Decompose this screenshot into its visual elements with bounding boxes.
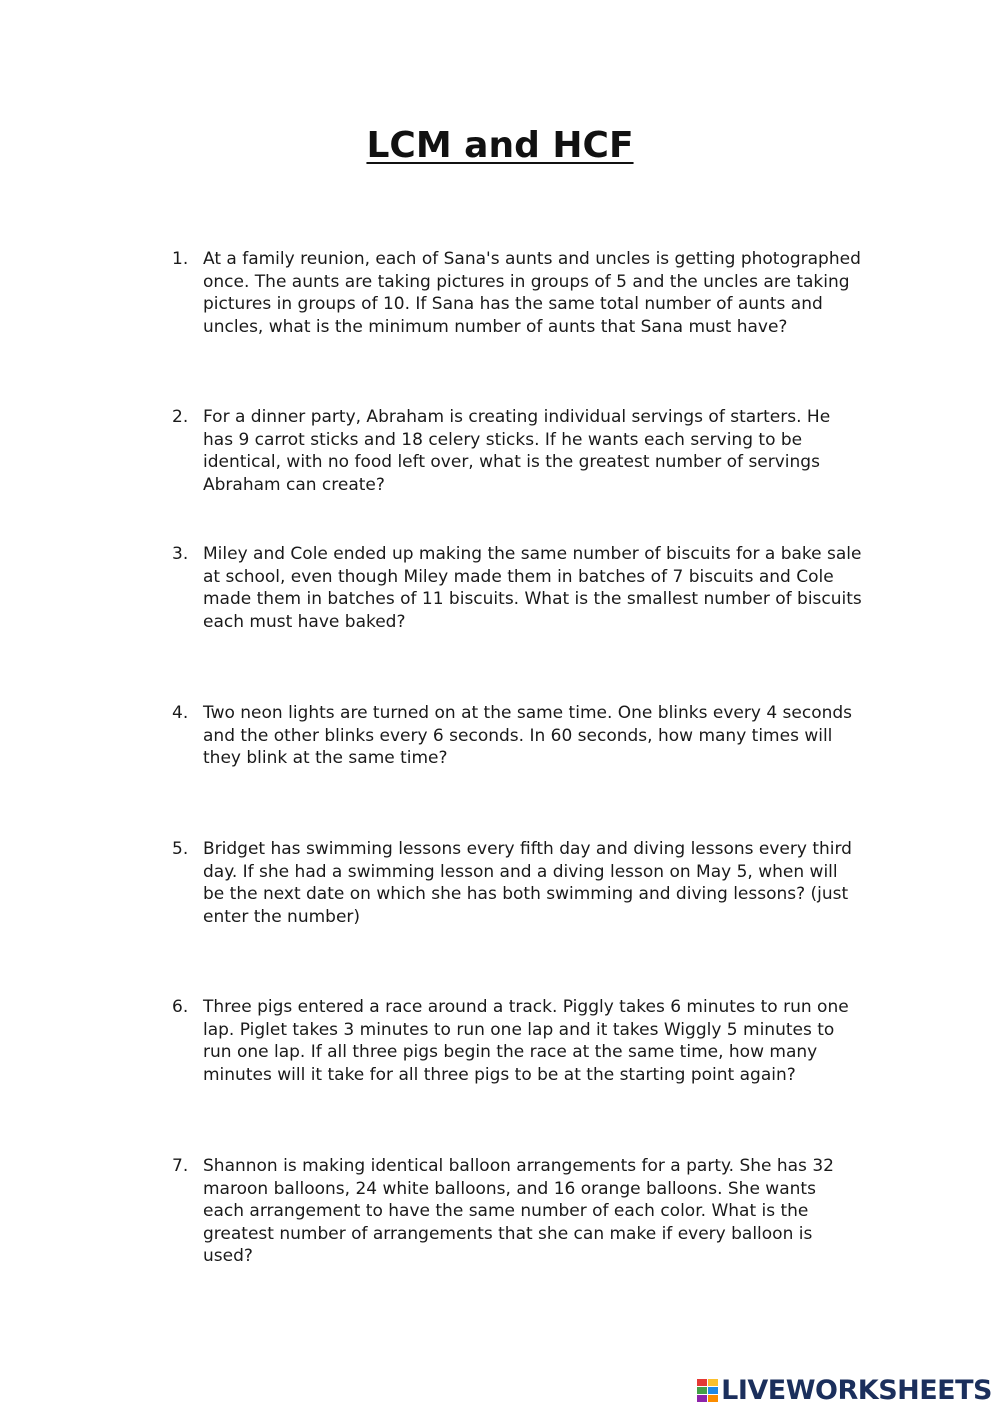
question-text: Bridget has swimming lessons every fifth day and diving lessons every third day. If she had a swimming lesson and a diving lesson on May 5, when will be the next date on which she has both swimming and diving lessons? (just enter the number) xyxy=(203,839,852,927)
logo-block xyxy=(708,1395,718,1402)
question-number: 7. xyxy=(172,1156,189,1176)
logo-block xyxy=(697,1395,707,1402)
liveworksheets-logo xyxy=(697,1375,992,1407)
logo-block xyxy=(697,1387,707,1394)
logo-block xyxy=(708,1387,718,1394)
question-number: 2. xyxy=(172,407,189,427)
question-5 xyxy=(172,838,862,928)
question-text: Three pigs entered a race around a track. Piggly takes 6 minutes to run one lap. Piglet takes 3 minutes to run one lap and it takes Wiggly 5 minutes to run one lap. If all three pigs begin the race at the same time, how many minutes will it take for all three pigs to be at the starting point again? xyxy=(203,997,849,1085)
page-title: LCM and HCF xyxy=(366,125,634,166)
question-text: At a family reunion, each of Sana's aunts and uncles is getting photographed once. The aunts are taking pictures in groups of 5 and the uncles are taking pictures in groups of 10. If Sana has the same total number of aunts and uncles, what is the minimum number of aunts that Sana must have? xyxy=(203,249,861,337)
logo-block xyxy=(697,1379,707,1386)
question-4 xyxy=(172,702,862,770)
question-number: 6. xyxy=(172,997,189,1017)
question-number: 4. xyxy=(172,703,189,723)
question-7 xyxy=(172,1155,862,1268)
question-number: 5. xyxy=(172,839,189,859)
question-text: For a dinner party, Abraham is creating individual servings of starters. He has 9 carrot sticks and 18 celery sticks. If he wants each serving to be identical, with no food left over, what is the greatest number of servings Abraham can create? xyxy=(203,407,831,495)
liveworksheets-logo-icon xyxy=(697,1379,719,1403)
question-text: Miley and Cole ended up making the same number of biscuits for a bake sale at school, even though Miley made them in batches of 7 biscuits and Cole made them in batches of 11 biscuits. What is the smallest number of biscuits each must have baked? xyxy=(203,544,862,632)
question-number: 3. xyxy=(172,544,189,564)
logo-text: LIVEWORKSHEETS xyxy=(721,1375,992,1406)
question-3 xyxy=(172,543,862,633)
question-text: Shannon is making identical balloon arrangements for a party. She has 32 maroon balloons, 24 white balloons, and 16 orange balloons. She wants each arrangement to have the same number of each color. What is the greatest number of arrangements that she can make if every balloon is used? xyxy=(203,1156,834,1266)
question-text: Two neon lights are turned on at the same time. One blinks every 4 seconds and the other blinks every 6 seconds. In 60 seconds, how many times will they blink at the same time? xyxy=(203,703,853,768)
logo-block xyxy=(708,1379,718,1386)
question-1 xyxy=(172,248,862,338)
question-6 xyxy=(172,996,862,1086)
question-2 xyxy=(172,406,862,496)
question-number: 1. xyxy=(172,249,189,269)
